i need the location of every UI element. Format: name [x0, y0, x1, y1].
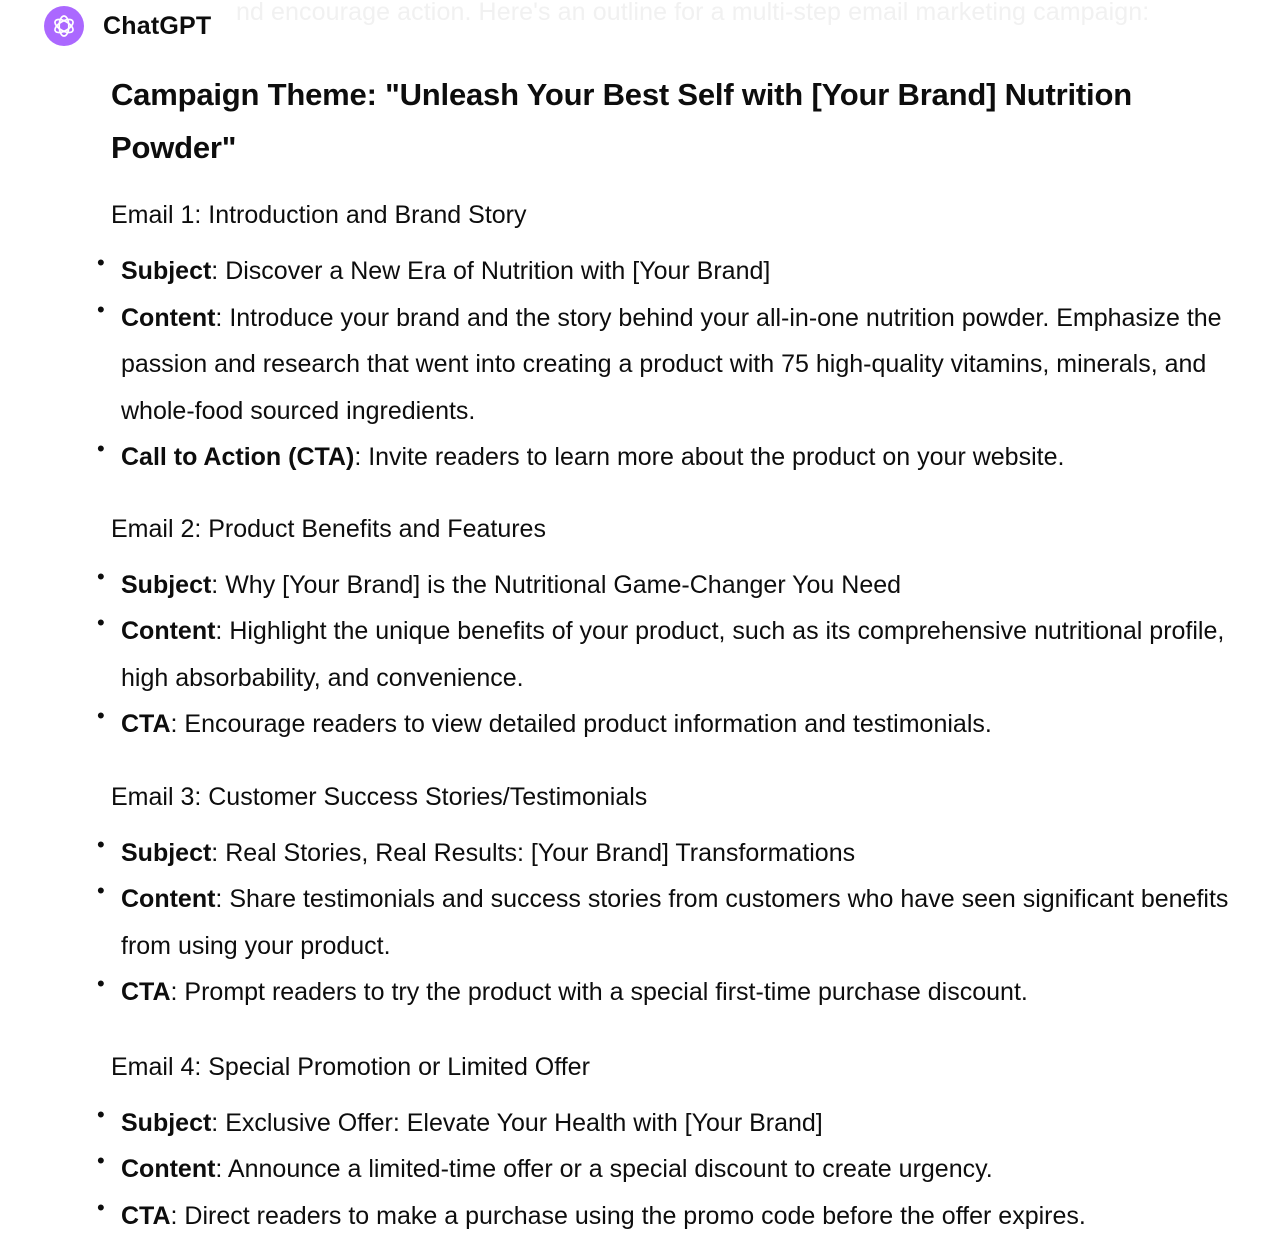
avatar	[44, 6, 84, 46]
email-detail-list	[97, 1100, 1261, 1240]
item-label: CTA	[121, 710, 171, 738]
item-label: Subject	[121, 1108, 212, 1137]
item-label: Content	[121, 617, 216, 645]
list-item	[97, 295, 1261, 435]
bullet-icon: •	[97, 971, 105, 996]
email-detail-list	[97, 562, 1261, 748]
bullet-icon: •	[97, 1148, 105, 1173]
list-item	[97, 701, 1261, 748]
item-text: : Invite readers to learn more about the product on your website.	[354, 443, 1065, 471]
item-label: Content	[121, 303, 216, 332]
bullet-icon: •	[97, 436, 105, 461]
bullet-icon: •	[97, 878, 105, 903]
list-item	[97, 562, 1261, 609]
item-text: : Encourage readers to view detailed product information and testimonials.	[170, 710, 992, 738]
item-text: : Prompt readers to try the product with a special first-time purchase discount.	[170, 978, 1028, 1006]
email-detail-list	[97, 830, 1261, 1016]
item-text: : Share testimonials and success stories from customers who have seen significant benefits from using your product.	[121, 885, 1229, 960]
item-text: : Real Stories, Real Results: [Your Brand] Transformations	[211, 838, 856, 867]
item-text: : Highlight the unique benefits of your product, such as its comprehensive nutritional profile, high absorbability, and convenience.	[121, 617, 1225, 692]
email-list	[97, 192, 1261, 1239]
list-item	[97, 1100, 1261, 1147]
bullet-icon: •	[97, 831, 105, 857]
item-label: Subject	[121, 570, 212, 599]
email-title: Email 2: Product Benefits and Features	[111, 514, 546, 543]
previous-message-fragment: nd encourage action. Here's an outline for a multi-step email marketing campaign:	[236, 0, 1150, 26]
author-name: ChatGPT	[103, 11, 212, 40]
bullet-icon: •	[97, 1194, 105, 1220]
email-section	[97, 774, 1261, 1016]
item-text: : Discover a New Era of Nutrition with [Your Brand]	[211, 257, 771, 285]
list-item	[97, 608, 1261, 701]
list-item	[97, 248, 1261, 295]
email-title: Email 1: Introduction and Brand Story	[111, 201, 527, 229]
list-item	[97, 830, 1261, 877]
item-label: Content	[121, 1155, 216, 1183]
list-item	[97, 969, 1261, 1016]
bullet-icon: •	[97, 563, 105, 589]
email-detail-list	[97, 248, 1261, 481]
bullet-icon: •	[97, 610, 105, 635]
item-label: Subject	[121, 257, 212, 285]
item-text: : Announce a limited-time offer or a special discount to create urgency.	[215, 1155, 993, 1183]
list-item	[97, 1193, 1261, 1240]
list-item	[97, 1146, 1261, 1193]
message-header	[44, 6, 211, 46]
email-section	[97, 506, 1261, 748]
item-label: Subject	[121, 838, 212, 867]
openai-logo-icon	[50, 12, 78, 40]
list-item	[97, 876, 1261, 969]
item-text: : Exclusive Offer: Elevate Your Health with [Your Brand]	[211, 1108, 823, 1137]
message-body	[97, 68, 1261, 1239]
bullet-icon: •	[97, 250, 105, 275]
email-title: Email 4: Special Promotion or Limited Offer	[111, 1052, 590, 1081]
item-label: Content	[121, 885, 216, 913]
email-section	[97, 192, 1261, 481]
email-section	[97, 1044, 1261, 1240]
email-title: Email 3: Customer Success Stories/Testimonials	[111, 782, 648, 811]
campaign-heading: Campaign Theme: "Unleash Your Best Self with [Your Brand] Nutrition Powder"	[111, 77, 1132, 165]
item-label: CTA	[121, 1201, 171, 1230]
item-text: : Introduce your brand and the story behind your all-in-one nutrition powder. Emphasize the passion and research that went into creating a product with 75 high-quality vitamins, minerals, and whole-food sourced ingredients.	[121, 303, 1222, 425]
bullet-icon: •	[97, 296, 105, 322]
bullet-icon: •	[97, 1101, 105, 1127]
item-label: CTA	[121, 978, 171, 1006]
item-label: Call to Action (CTA)	[121, 443, 355, 471]
bullet-icon: •	[97, 703, 105, 728]
list-item	[97, 434, 1261, 481]
item-text: : Direct readers to make a purchase using the promo code before the offer expires.	[170, 1201, 1086, 1230]
item-text: : Why [Your Brand] is the Nutritional Game-Changer You Need	[211, 570, 902, 599]
